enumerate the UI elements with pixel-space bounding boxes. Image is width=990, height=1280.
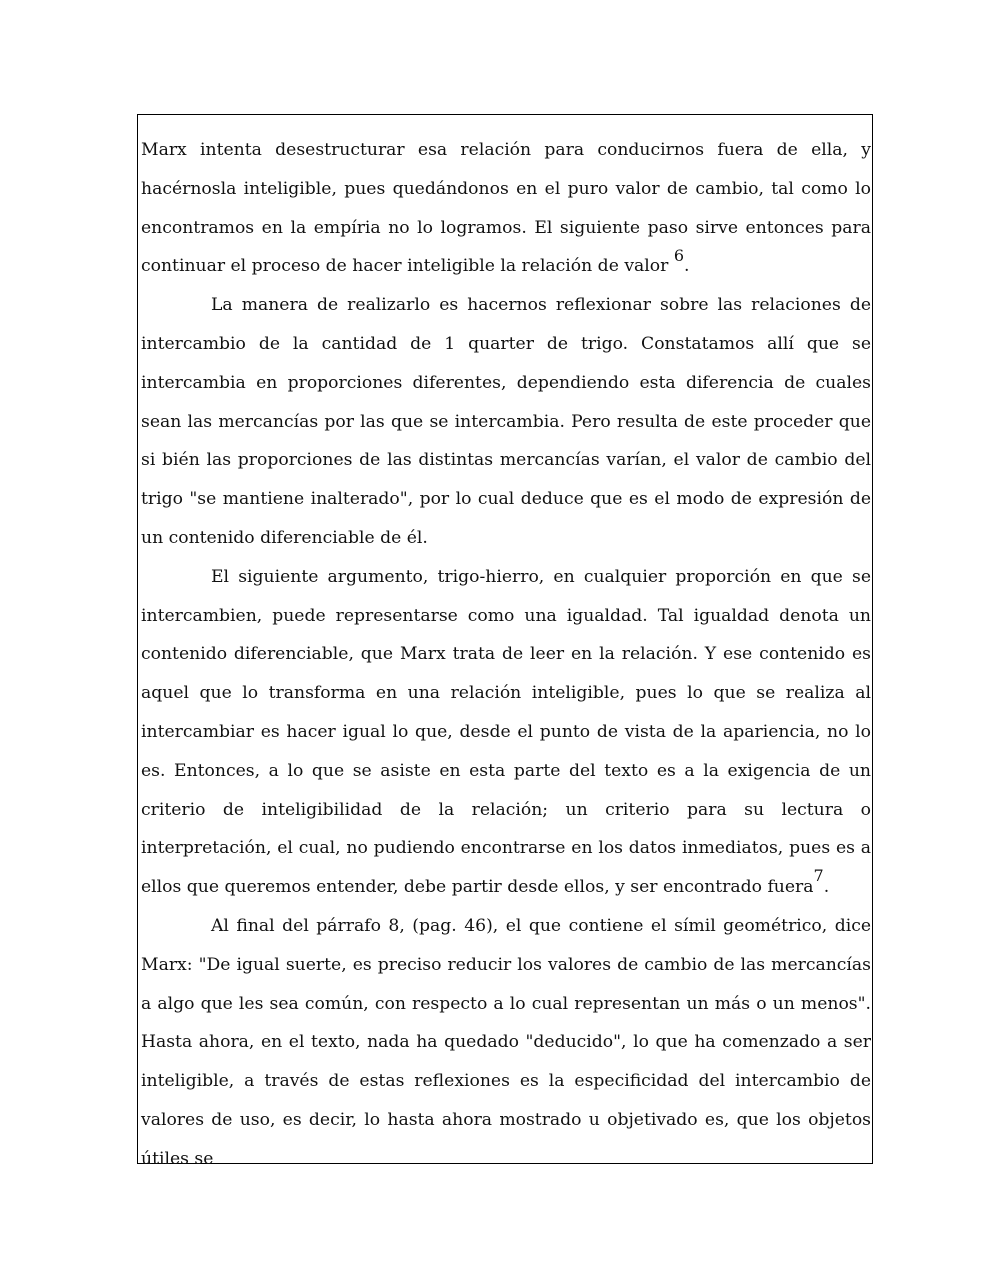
page-frame: [137, 114, 873, 1169]
paragraph-2: [141, 286, 871, 558]
paragraph-1: [141, 131, 871, 286]
paragraph-end: .: [684, 256, 690, 277]
paragraph-text: Al final del párrafo 8, (pag. 46), el que contiene el símil geométrico, dice Marx: "De igual suerte, es preciso reducir los valores de cambio de las mercancías a algo que les sea común, con respecto a lo cual representan un más o un menos". Hasta ahora, en el texto, nada ha quedado "deducido", lo que ha comenzado a ser inteligible, a través de estas reflexiones es la especificidad del intercambio de valores de uso, es decir, lo hasta ahora mostrado u objetivado es, que los objetos útiles se: [141, 915, 871, 1169]
paragraph-3: [141, 558, 871, 907]
paragraph-text: El siguiente argumento, trigo-hierro, en cualquier proporción en que se intercambien, puede representarse como una igualdad. Tal igualdad denota un contenido diferenciable, que Marx trata de leer en la relación. Y ese contenido es aquel que lo transforma en una relación inteligible, pues lo que se realiza al intercambiar es hacer igual lo que, desde el punto de vista de la apariencia, no lo es. Entonces, a lo que se asiste en esta parte del texto es a la exigencia de un criterio de inteligibilidad de la relación; un criterio para su lectura o interpretación, el cual, no pudiendo encontrarse en los datos inmediatos, pues es a ellos que queremos entender, debe partir desde ellos, y ser encontrado fuera: [141, 566, 871, 898]
paragraph-text: La manera de realizarlo es hacernos reflexionar sobre las relaciones de intercambio de la cantidad de 1 quarter de trigo. Constatamos allí que se intercambia en proporciones diferentes, dependiendo esta diferencia de cuales sean las mercancías por las que se intercambia. Pero resulta de este proceder que si bién las proporciones de las distintas mercancías varían, el valor de cambio del trigo "se mantiene inalterado", por lo cual deduce que es el modo de expresión de un contenido diferenciable de él.: [141, 295, 871, 548]
footnote-marker[interactable]: 6: [673, 245, 684, 265]
paragraph-text: Marx intenta desestructurar esa relación para conducirnos fuera de ella, y hacérnosla inteligible, pues quedándonos en el puro valor de cambio, tal como lo encontramos en la empíria no lo logramos. El siguiente paso sirve entonces para continuar el proceso de hacer inteligible la relación de valor: [141, 140, 871, 277]
document-body: [141, 131, 871, 1179]
paragraph-4: [141, 907, 871, 1179]
footnote-marker[interactable]: 7: [813, 866, 824, 886]
paragraph-end: .: [823, 877, 830, 898]
